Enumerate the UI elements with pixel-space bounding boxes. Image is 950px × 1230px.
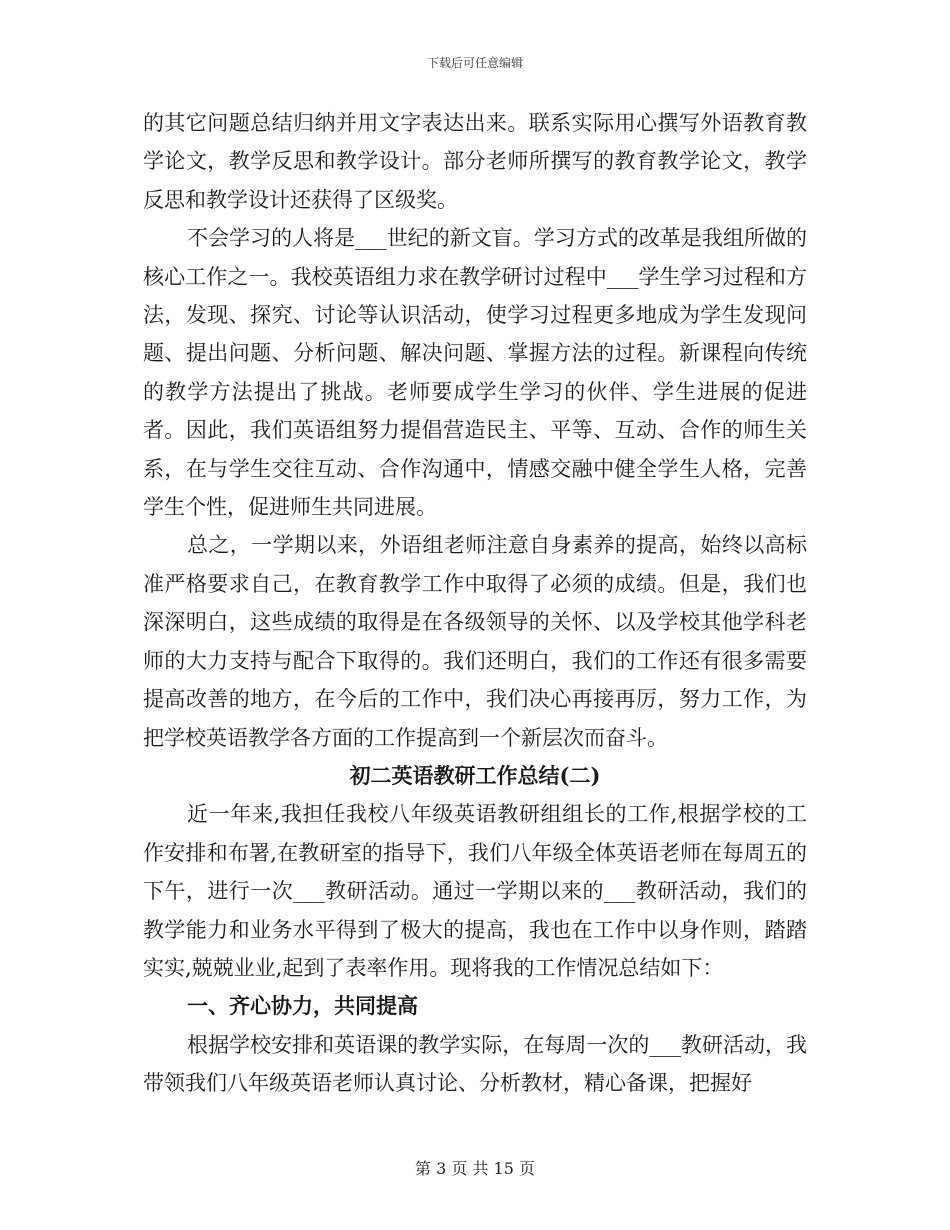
paragraph-learning-reform: 不会学习的人将是___世纪的新文盲。学习方式的改革是我组所做的核心工作之一。我校英语组力求在教学研讨过程中___学生学习过程和方法，发现、探究、讨论等认识活动，使学习过程更多地成为学生发现问题、提出问题、分析问题、解决问题、掌握方法的过程。新课程向传统的教学方法提出了挑战。老师要成学生学习的伙伴、学生进展的促进者。因此，我们英语组努力提倡营造民主、平等、互动、合作的师生关系，在与学生交往互动、合作沟通中，情感交融中健全学生人格，完善学生个性，促进师生共同进展。 — [143, 226, 807, 520]
document-body — [143, 104, 807, 1103]
paragraph-conclusion: 总之，一学期以来，外语组老师注意自身素养的提高，始终以高标准严格要求自己，在教育教学工作中取得了必须的成绩。但是，我们也深深明白，这些成绩的取得是在各级领导的关怀、以及学校其他学科老师的大力支持与配合下取得的。我们还明白，我们的工作还有很多需要提高改善的地方，在今后的工作中，我们决心再接再厉，努力工作，为把学校英语教学各方面的工作提高到一个新层次而奋斗。 — [143, 533, 807, 750]
paragraph-activities: 根据学校安排和英语课的教学实际，在每周一次的___教研活动，我带领我们八年级英语老师认真讨论、分析教材，精心备课，把握好 — [143, 1032, 807, 1096]
page-number: 第 3 页 共 15 页 — [415, 1159, 535, 1178]
paragraph-intro: 近一年来,我担任我校八年级英语教研组组长的工作,根据学校的工作安排和布署,在教研室的指导下，我们八年级全体英语老师在每周五的下午，进行一次___教研活动。通过一学期以来的___教研活动，我们的教学能力和业务水平得到了极大的提高，我也在工作中以身作则，踏踏实实,兢兢业业,起到了表率作用。现将我的工作情况总结如下： — [143, 802, 807, 980]
paragraph-continuation: 的其它问题总结归纳并用文字表达出来。联系实际用心撰写外语教育教学论文，教学反思和教学设计。部分老师所撰写的教育教学论文，教学反思和教学设计还获得了区级奖。 — [143, 111, 807, 212]
section-title: 初二英语教研工作总结(二) — [349, 762, 601, 788]
subheading: 一、齐心协力，共同提高 — [187, 993, 418, 1019]
page-header: 下载后可任意编辑 — [426, 56, 523, 70]
